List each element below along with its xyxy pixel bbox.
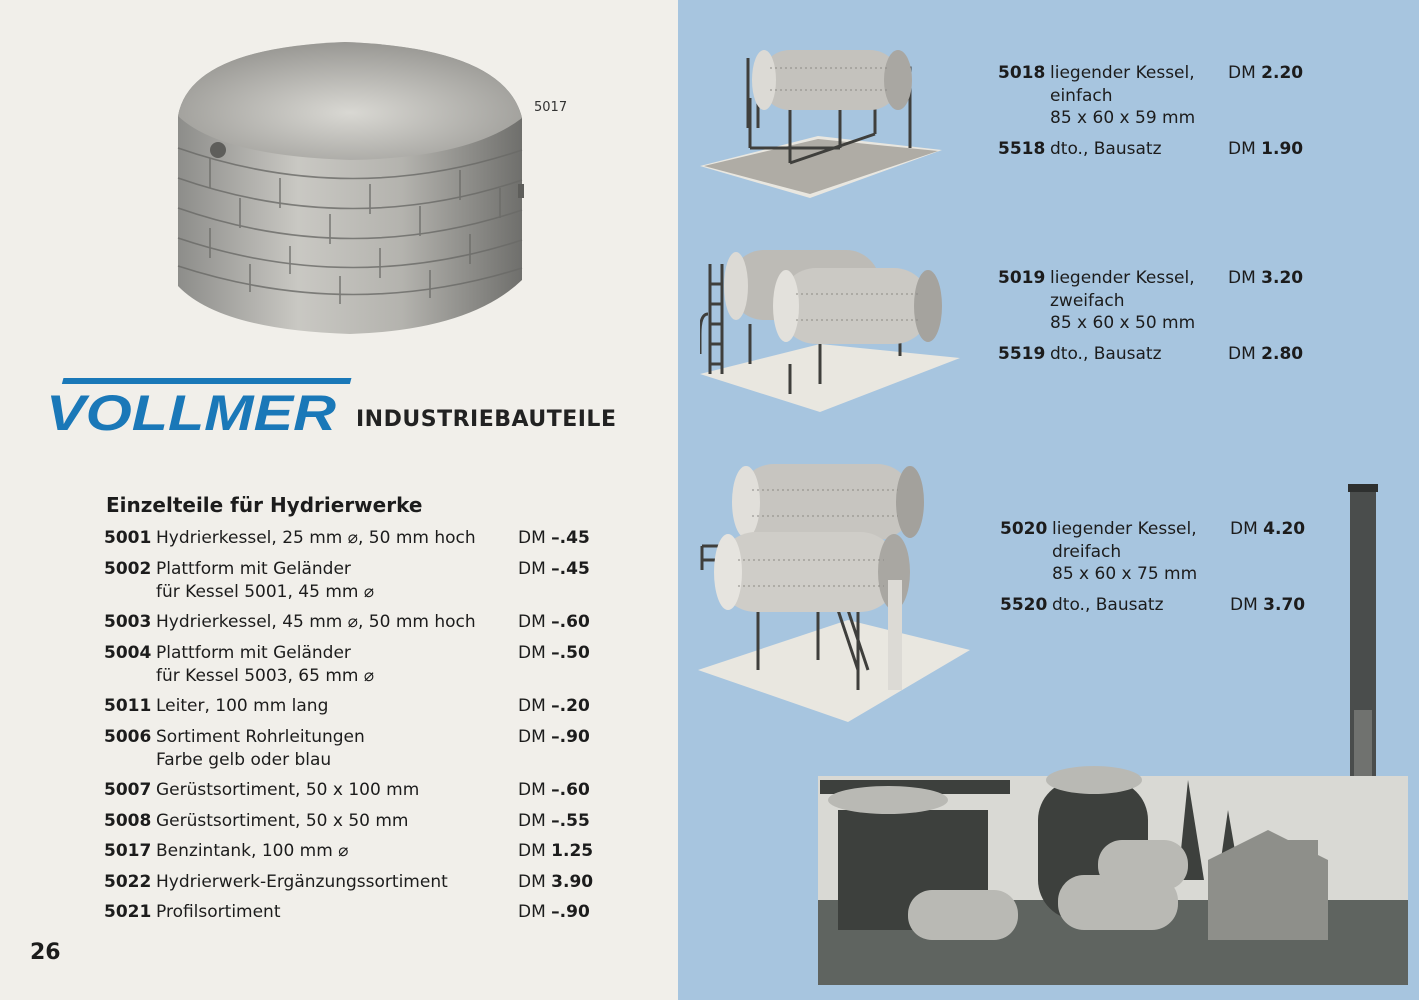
list-item — [104, 901, 604, 924]
kit-label: dto., Bausatz — [1050, 343, 1162, 364]
item-variant: dreifach — [1052, 541, 1122, 562]
item-description: Gerüstsortiment, 50 x 100 mm — [156, 780, 420, 800]
item-description: Hydrierwerk-Ergänzungssortiment — [156, 871, 448, 892]
item-number: 5007 — [104, 780, 152, 800]
parts-list — [104, 527, 604, 932]
item-description: Hydrierkessel, 25 mm ⌀, 50 mm hoch — [156, 528, 476, 548]
list-item — [104, 840, 604, 863]
list-item — [104, 558, 604, 604]
kit-price: DM 2.80 — [1228, 343, 1304, 364]
item-price: DM –.50 — [518, 642, 590, 663]
figure-label-5017: 5017 — [534, 100, 568, 115]
item-price: DM –.45 — [518, 528, 590, 548]
list-item — [104, 871, 604, 894]
kit-number: 5520 — [1000, 594, 1048, 615]
item-price: DM 4.20 — [1230, 519, 1306, 539]
kit-label: dto., Bausatz — [1052, 594, 1164, 615]
item-price: DM 1.25 — [518, 841, 594, 861]
item-variant: zweifach — [1050, 290, 1125, 311]
item-number: 5008 — [104, 810, 152, 831]
item-number: 5006 — [104, 726, 152, 747]
page-number: 26 — [30, 940, 61, 965]
list-item — [104, 611, 604, 634]
item-description: Hydrierkessel, 45 mm ⌀, 50 mm hoch — [156, 612, 476, 632]
logo-text: VOLLMER — [46, 385, 336, 434]
item-dimensions: 85 x 60 x 50 mm — [1050, 313, 1196, 333]
item-price: DM –.55 — [518, 810, 590, 831]
item-dimensions: 85 x 60 x 75 mm — [1052, 564, 1198, 584]
kessel-einfach-photo — [700, 38, 945, 203]
list-item — [104, 810, 604, 833]
item-description: Benzintank, 100 mm ⌀ — [156, 841, 349, 861]
item-price: DM –.60 — [518, 780, 590, 800]
item-number: 5017 — [104, 841, 152, 861]
item-number: 5019 — [998, 268, 1046, 288]
item-description: Sortiment Rohrleitungen Farbe gelb oder blau — [156, 726, 365, 770]
parts-title: Einzelteile für Hydrierwerke — [106, 493, 423, 517]
item-description: Profilsortiment — [156, 902, 281, 922]
kit-label: dto., Bausatz — [1050, 138, 1162, 159]
item-price: DM 3.90 — [518, 871, 594, 892]
item-number: 5020 — [1000, 519, 1048, 539]
list-item — [104, 779, 604, 802]
hydrierwerk-photo — [808, 480, 1408, 985]
item-price: DM –.20 — [518, 696, 590, 716]
item-variant: einfach — [1050, 85, 1113, 106]
item-number: 5021 — [104, 902, 152, 922]
left-page — [0, 0, 678, 1000]
item-description: liegender Kessel, — [1050, 268, 1195, 288]
item-description: Leiter, 100 mm lang — [156, 696, 329, 716]
kit-price: DM 1.90 — [1228, 138, 1304, 159]
item-price: DM –.60 — [518, 612, 590, 632]
brand-subtitle: INDUSTRIEBAUTEILE — [356, 407, 617, 432]
item-description: liegender Kessel, — [1050, 63, 1195, 83]
item-number: 5011 — [104, 696, 152, 716]
kit-price: DM 3.70 — [1230, 594, 1306, 615]
kessel-zweifach-photo — [700, 244, 960, 416]
list-item — [104, 527, 604, 550]
item-price: DM –.90 — [518, 726, 590, 747]
benzintank-photo — [170, 38, 530, 338]
item-number: 5002 — [104, 558, 152, 579]
vollmer-logo — [42, 376, 356, 434]
item-price: DM 3.20 — [1228, 268, 1304, 288]
item-price: DM –.45 — [518, 558, 590, 579]
item-description: Plattform mit Geländer für Kessel 5003, 65 mm ⌀ — [156, 642, 375, 686]
item-description: liegender Kessel, — [1052, 519, 1197, 539]
item-number: 5018 — [998, 63, 1046, 83]
item-price: DM –.90 — [518, 902, 590, 922]
kit-number: 5518 — [998, 138, 1046, 159]
kessel-5019-block — [998, 267, 1328, 365]
list-item — [104, 726, 604, 772]
list-item — [104, 642, 604, 688]
item-number: 5001 — [104, 528, 152, 548]
list-item — [104, 695, 604, 718]
item-description: Plattform mit Geländer für Kessel 5001, 45 mm ⌀ — [156, 558, 375, 602]
item-number: 5022 — [104, 871, 152, 892]
right-page — [678, 0, 1419, 1000]
kit-number: 5519 — [998, 343, 1046, 364]
item-number: 5004 — [104, 642, 152, 663]
kessel-5018-block — [998, 62, 1328, 160]
item-price: DM 2.20 — [1228, 63, 1304, 83]
item-number: 5003 — [104, 612, 152, 632]
item-description: Gerüstsortiment, 50 x 50 mm — [156, 810, 409, 831]
item-dimensions: 85 x 60 x 59 mm — [1050, 108, 1196, 128]
